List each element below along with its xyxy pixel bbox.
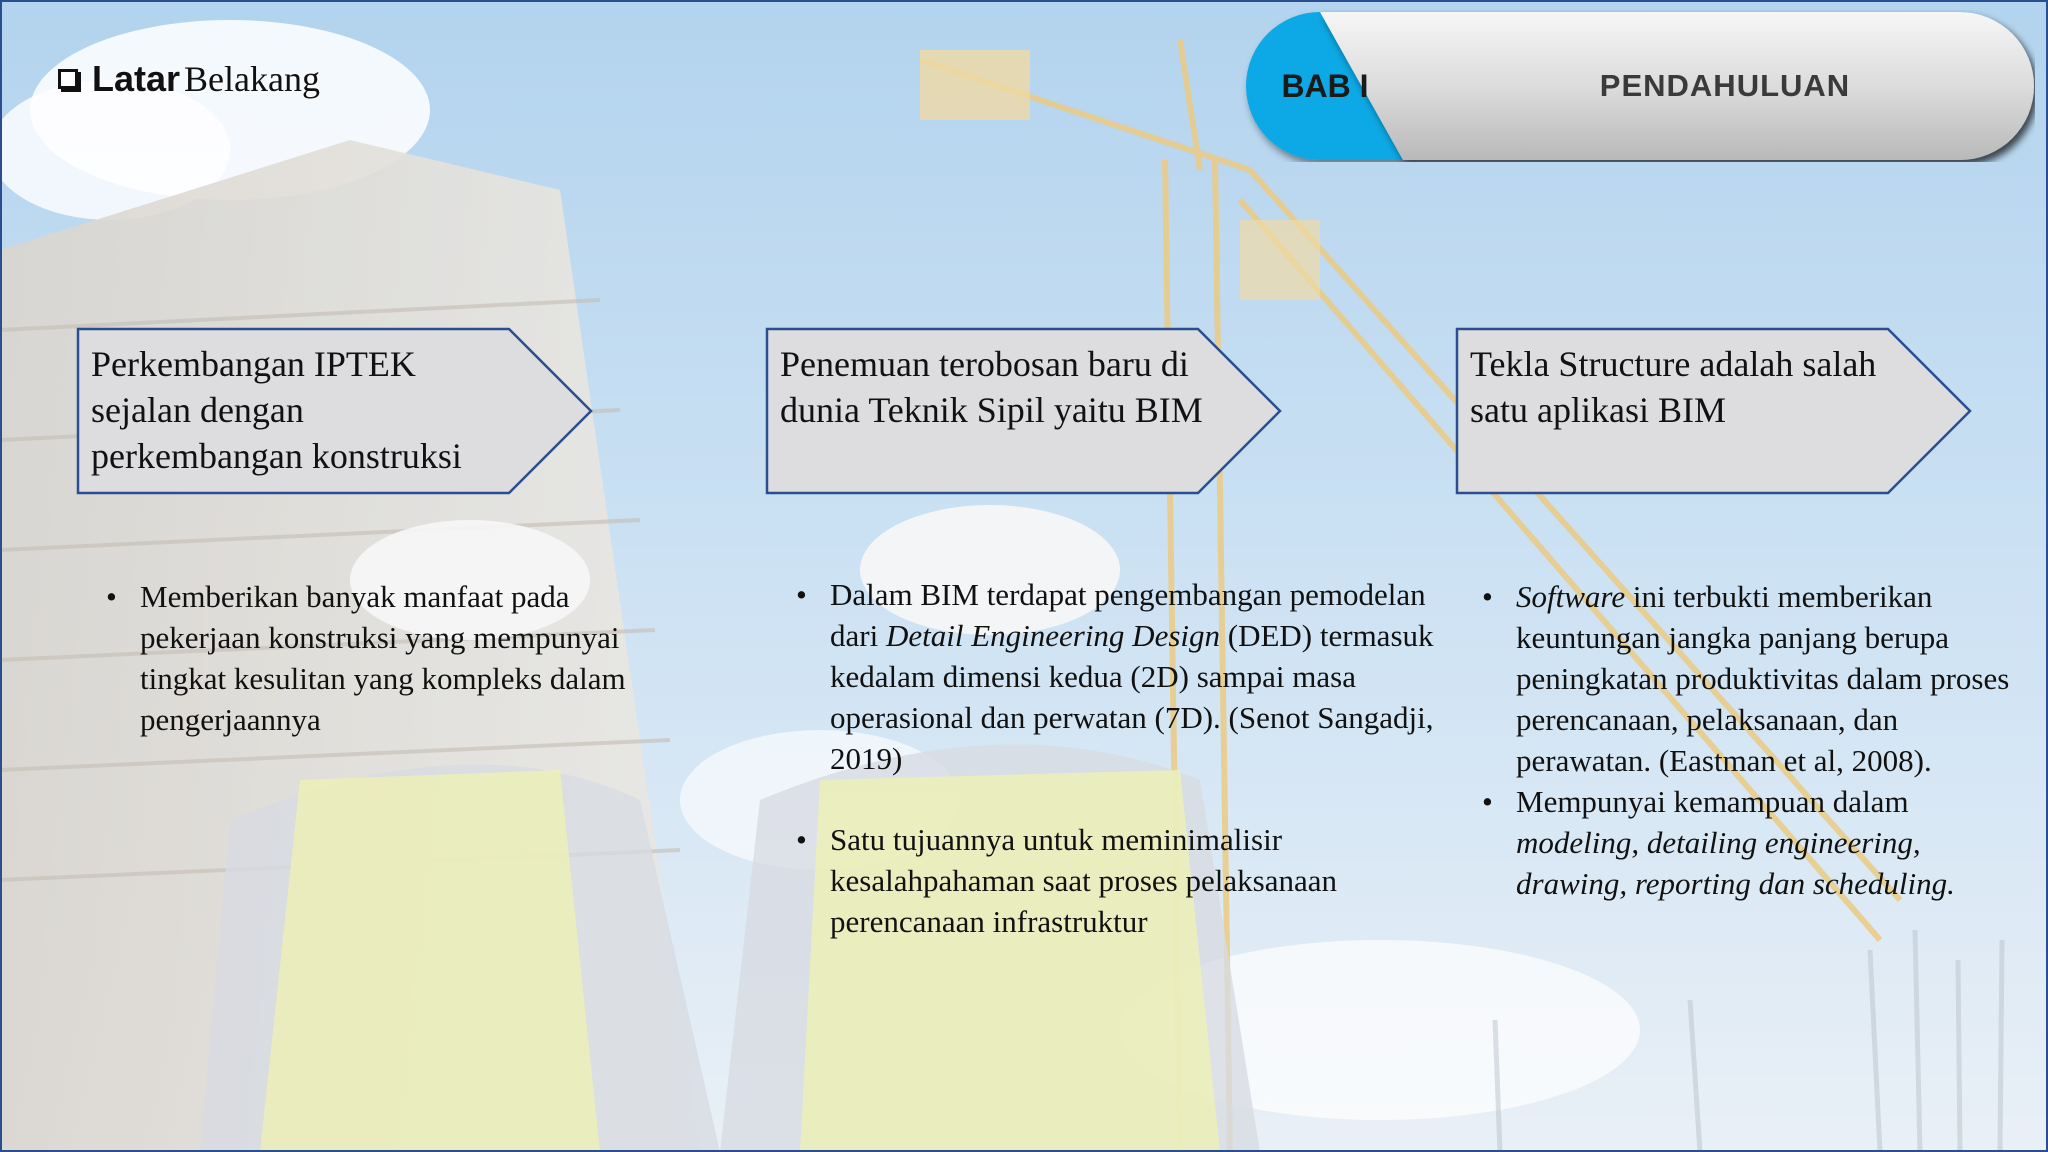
bullet-list-3 [1468, 576, 2028, 904]
checkbox-icon [58, 69, 78, 89]
bullet-italic-text: Detail Engineering Design [885, 618, 1221, 653]
bullet-italic-text: modeling, detailing engineering, drawing, reporting dan scheduling. [1516, 825, 1955, 901]
bullet-item [782, 574, 1462, 779]
section-heading [58, 54, 320, 104]
arrow-box-text: Penemuan terobosan baru di dunia Teknik Sipil yaitu BIM [780, 344, 1203, 430]
bullet-italic-text: Software [1516, 579, 1626, 614]
chapter-number: BAB I [1281, 67, 1369, 104]
bullet-text: (DED) termasuk kedalam dimensi kedua (2D) sampai masa operasional dan perwatan (7D). (Senot Sangadji, 2019) [830, 618, 1434, 776]
arrow-box-3 [1455, 327, 1975, 495]
bullet-list-2 [782, 574, 1462, 942]
bullet-text: Satu tujuannya untuk meminimalisir kesalahpahaman saat proses pelaksanaan perencanaan infrastruktur [830, 822, 1337, 939]
bullet-list-1 [92, 576, 692, 740]
chapter-title: PENDAHULUAN [1599, 68, 1851, 103]
arrow-box-2 [765, 327, 1285, 495]
arrow-box-text: Tekla Structure adalah salah satu aplikasi BIM [1470, 344, 1877, 430]
bullet-text: Dalam BIM terdapat pengembangan pemodelan dari [830, 577, 1426, 653]
bullet-item [92, 576, 692, 740]
heading-rest-word: Belakang [184, 59, 320, 99]
bullet-item [782, 819, 1462, 942]
heading-bold-word: Latar [92, 58, 181, 99]
bullet-text: Mempunyai kemampuan dalam [1516, 784, 1909, 819]
arrow-box-1 [76, 327, 596, 495]
bullet-text: Memberikan banyak manfaat pada pekerjaan konstruksi yang mempunyai tingkat kesulitan yang kompleks dalam pengerjaannya [140, 579, 626, 737]
chapter-banner [1185, 10, 2035, 162]
arrow-box-text: Perkembangan IPTEK sejalan dengan perkembangan konstruksi [91, 344, 462, 476]
bullet-text: ini terbukti memberikan keuntungan jangka panjang berupa peningkatan produktivitas dalam proses perencanaan, pelaksanaan, dan perawatan. (Eastman et al, 2008). [1516, 579, 2010, 778]
bullet-item [1468, 781, 2028, 904]
bullet-item [1468, 576, 2028, 781]
